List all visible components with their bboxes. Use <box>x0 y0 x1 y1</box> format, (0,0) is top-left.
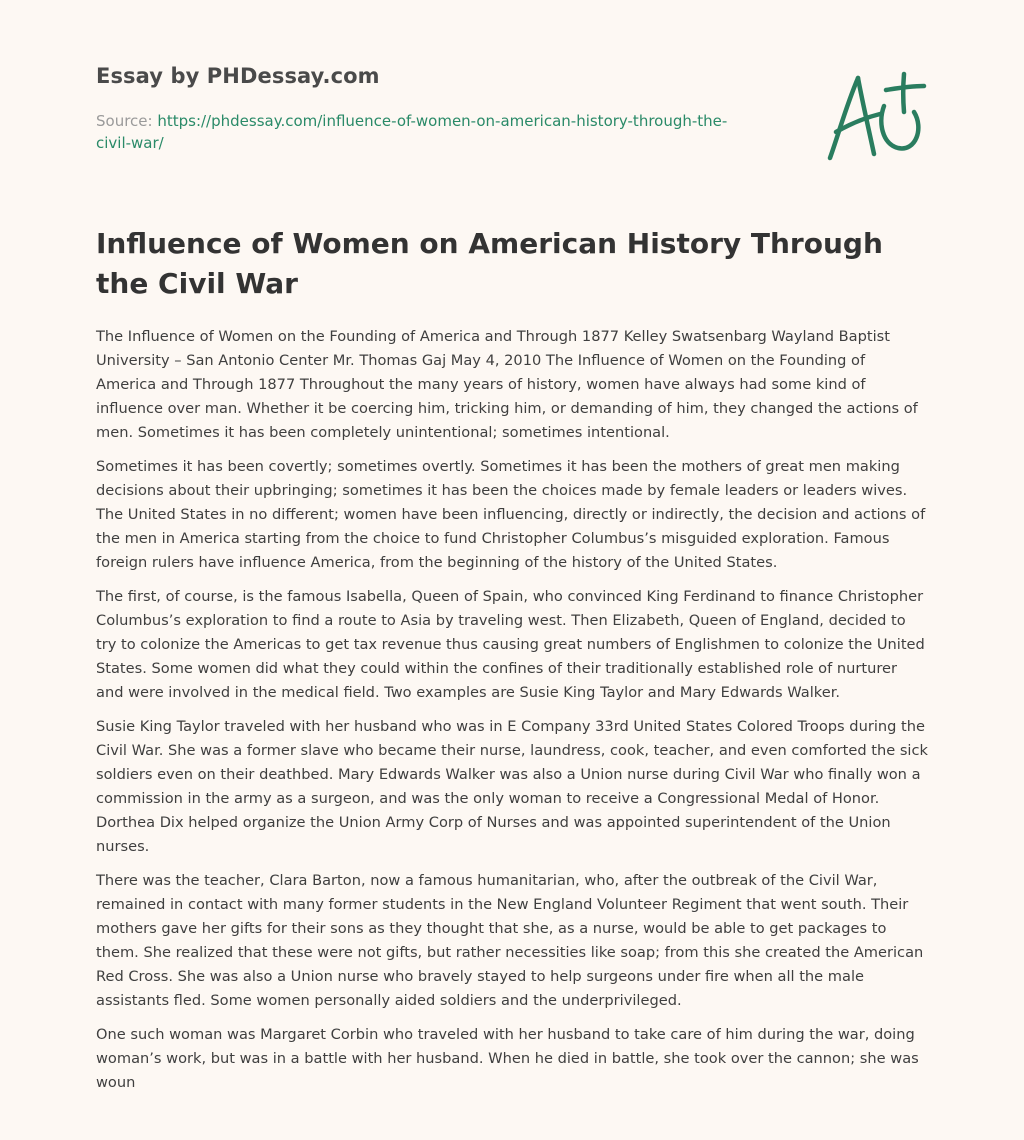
source-link[interactable]: https://phdessay.com/influence-of-women-on-american-history-through-the-civil-war/ <box>96 112 728 152</box>
source-line <box>96 110 756 154</box>
essay-body <box>96 325 928 1105</box>
a-plus-logo-icon <box>824 66 928 166</box>
source-label: Source: <box>96 112 158 130</box>
essay-paragraph: One such woman was Margaret Corbin who traveled with her husband to take care of him during the war, doing woman’s work, but was in a battle with her husband. When he died in battle, she took over the cannon; she was woun <box>96 1026 919 1091</box>
site-brand: Essay by PHDessay.com <box>96 64 380 88</box>
essay-paragraph: Sometimes it has been covertly; sometimes overtly. Sometimes it has been the mothers of great men making decisions about their upbringing; sometimes it has been the choices made by female leaders or leaders wives. The United States in no different; women have been influencing, directly or indirectly, the decision and actions of the men in America starting from the choice to fund Christopher Columbus’s misguided exploration. Famous foreign rulers have influence America, from the beginning of the history of the United States. <box>96 458 926 571</box>
essay-title: Influence of Women on American History Through the Civil War <box>96 227 883 300</box>
essay-paragraph: The Influence of Women on the Founding of America and Through 1877 Kelley Swatsenbarg Wayland Baptist University – San Antonio Center Mr. Thomas Gaj May 4, 2010 The Influence of Women on the Founding of America and Through 1877 Throughout the many years of history, women have always had some kind of influence over man. Whether it be coercing him, tricking him, or demanding of him, they changed the actions of men. Sometimes it has been completely unintentional; sometimes intentional. <box>96 328 918 441</box>
essay-paragraph: Susie King Taylor traveled with her husband who was in E Company 33rd United States Colored Troops during the Civil War. She was a former slave who became their nurse, laundress, cook, teacher, and even comforted the sick soldiers even on their deathbed. Mary Edwards Walker was also a Union nurse during Civil War who finally won a commission in the army as a surgeon, and was the only woman to receive a Congressional Medal of Honor. Dorthea Dix helped organize the Union Army Corp of Nurses and was appointed superintendent of the Union nurses. <box>96 718 928 855</box>
essay-paragraph: There was the teacher, Clara Barton, now a famous humanitarian, who, after the outbreak of the Civil War, remained in contact with many former students in the New England Volunteer Regiment that went south. Their mothers gave her gifts for their sons as they thought that she, as a nurse, would be able to get packages to them. She realized that these were not gifts, but rather necessities like soap; from this she created the American Red Cross. She was also a Union nurse who bravely stayed to help surgeons under fire when all the male assistants fled. Some women personally aided soldiers and the underprivileged. <box>96 872 924 1009</box>
essay-paragraph: The first, of course, is the famous Isabella, Queen of Spain, who convinced King Ferdinand to finance Christopher Columbus’s exploration to find a route to Asia by traveling west. Then Elizabeth, Queen of England, decided to try to colonize the Americas to get tax revenue thus causing great numbers of Englishmen to colonize the United States. Some women did what they could within the confines of their traditionally established role of nurturer and were involved in the medical field. Two examples are Susie King Taylor and Mary Edwards Walker. <box>96 588 925 701</box>
